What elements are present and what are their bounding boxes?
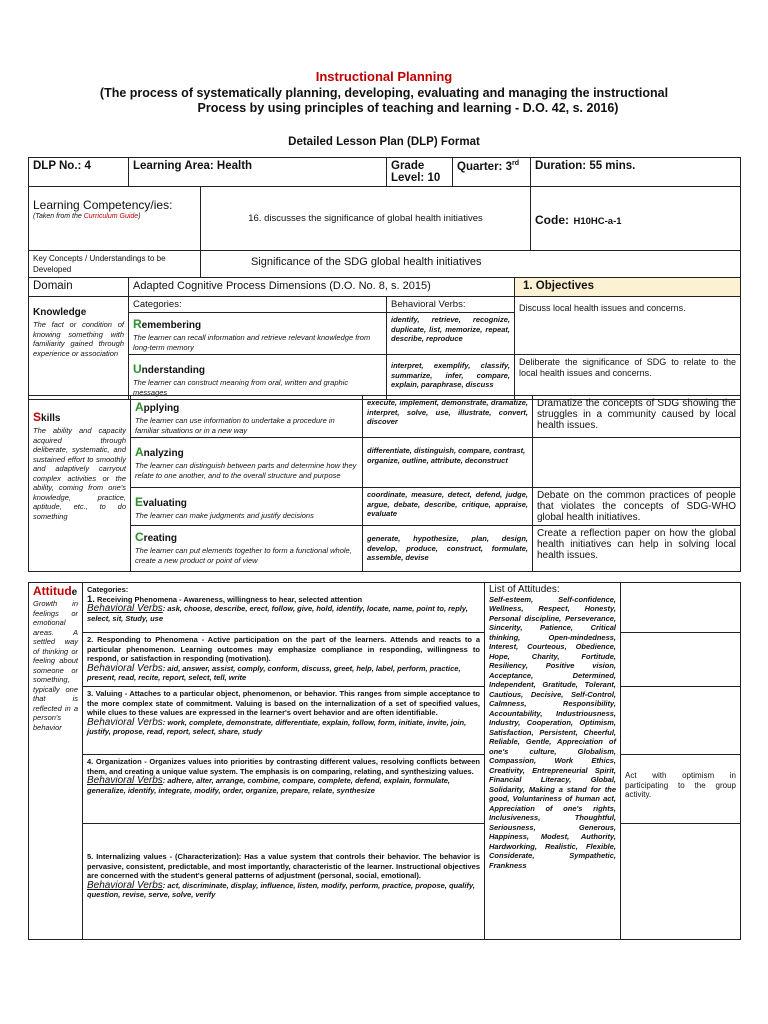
attitudes-list: List of Attitudes: Self-esteem, Self-confidence, Wellness, Respect, Honesty, Personal discipline, Perseverance, Sincerity, Patience, Critical thinking, Open-mindedness, Interest, Courteous, Obedience, Hope, Charity, Fortitude, Resiliency, Positive vision, Acceptance, Determined, Independent, Gratitude, Tolerant, Cautious, Decisive, Self-Control, Calmness, Responsibility, Accountability, Industriousness, Industry, Cooperation, Optimism, Satisfaction, Persistent, Cheerful, Reliable, Gentle, Appreciation of one's culture, Globalism, Compassion, Work Ethics, Creativity, Entrepreneurial Spirit, Financial Literacy, Global, Solidarity, Making a stand for the good, Voluntariness of human act, Appreciation of one's rights, Inclusiveness, Thoughtful, Seriousness, Generous, Happiness, Modest, Authority, Hardworking, Realistic, Flexible, Considerate, Sympathetic, Frankness <box>485 583 621 940</box>
objective-k1: Discuss local health issues and concerns. <box>515 297 741 355</box>
skills-table <box>28 395 741 572</box>
objective-s4: Create a reflection paper on how the global health initiatives can help in solving local health issues. <box>533 526 741 572</box>
objectives-header: 1. Objectives <box>515 278 741 297</box>
attitude-cat-4: 4. Organization - Organizes values into priorities by contrasting different values, resolving conflicts between them, and creating a unique value system. The emphasis is on comparing, relating, and synthesizing values. Behavioral Verbs: adhere, alter, arrange, combine, compare, complete, defend, explain, formulate, generalize, identify, integrate, modify, order, organize, prepare, relate, synthesize <box>83 755 485 824</box>
competency-label-cell <box>29 187 201 251</box>
categories-header: Categories: <box>129 297 387 313</box>
duration: Duration: 55 mins. <box>531 158 741 187</box>
competency-note: (Taken from the Curriculum Guide) <box>33 213 141 220</box>
verbs-remembering: identify, retrieve, recognize, duplicate, list, memorize, repeat, describe, reproduce <box>387 313 515 355</box>
objective-s2 <box>533 438 741 488</box>
attitude-cat-1: Categories: 1. Receiving Phenomena - Awareness, willingness to hear, selected attention Behavioral Verbs: ask, choose, describe, erect, follow, give, hold, identify, locate, name, point to, reply, select, sit, Study, use <box>83 583 485 633</box>
quarter: Quarter: 3rd <box>453 158 531 187</box>
learning-area: Learning Area: Health <box>129 158 387 187</box>
attitude-cat-5: 5. Internalizing values - (Characterization): Has a value system that controls their behavior. The behavior is pervasive, consistent, predictable, and most importantly, characteristic of the learner. Instructional objectives are concerned with the student's general patterns of adjustment (personal, social, emotional). Behavioral Verbs: act, discriminate, display, influence, listen, modify, perform, practice, propose, qualify, question, revise, serve, solve, verify <box>83 824 485 940</box>
code-cell: Code: H10HC-a-1 <box>531 187 741 251</box>
attitude-cat-3: 3. Valuing - Attaches to a particular object, phenomenon, or behavior. This ranges from simple acceptance to the more complex state of commitment. Valuing is based on the internalization of a set of specified values, while clues to these values are expressed in the learner's overt behavior and are often identifiable. Behavioral Verbs: work, complete, demonstrate, differentiate, explain, follow, form, initiate, invite, join, justify, propose, read, report, select, share, study <box>83 687 485 755</box>
verbs-analyzing: differentiate, distinguish, compare, contrast, organize, outline, attribute, deconstruct <box>363 438 533 488</box>
level-understanding: Understanding The learner can construct meaning from oral, written and graphic messages <box>129 355 387 400</box>
level-applying: Applying The learner can use information to undertake a procedure in familiar situations or in a new way <box>131 396 363 438</box>
key-concepts-text: Significance of the SDG global health initiatives <box>201 251 741 278</box>
attitude-objective-3 <box>621 687 741 755</box>
attitude-objective-1 <box>621 583 741 633</box>
grade-level: Grade Level: 10 <box>387 158 453 187</box>
format-title: Detailed Lesson Plan (DLP) Format <box>288 136 480 148</box>
objective-s3: Debate on the common practices of people that violates the concepts of SDG-WHO global health initiatives. <box>533 488 741 526</box>
level-evaluating: Evaluating The learner can make judgments and justify decisions <box>131 488 363 526</box>
verbs-applying: execute, implement, demonstrate, dramatize, interpret, solve, use, illustrate, convert, discover <box>363 396 533 438</box>
page-title: Instructional Planning <box>315 69 453 84</box>
level-analyzing: Analyzing The learner can distinguish between parts and determine how they relate to one another, and to the overall structure and purpose <box>131 438 363 488</box>
attitude-objective: Act with optimism in participating to the group activity. <box>621 755 741 824</box>
verbs-understanding: interpret, exemplify, classify, summarize, infer, compare, explain, paraphrase, discuss <box>387 355 515 400</box>
verbs-evaluating: coordinate, measure, detect, defend, judge, argue, debate, describe, critique, appraise, evaluate <box>363 488 533 526</box>
subtitle-line-2: Process by using principles of teaching and learning - D.O. 42, s. 2016) <box>197 101 619 115</box>
competency-label: Learning Competency/ies: <box>33 198 173 212</box>
domain-header: Domain <box>29 278 129 297</box>
subtitle-line-1: (The process of systematically planning, developing, evaluating and managing the instructional <box>99 86 669 100</box>
attitude-objective-2 <box>621 633 741 687</box>
attitude-cat-2: 2. Responding to Phenomena - Active participation on the part of the learners. Attends and reacts to a particular phenomenon. Learning outcomes may emphasize compliance in responding, willingness to respond, or satisfaction in responding (motivation). Behavioral Verbs: aid, answer, assist, comply, conform, discuss, greet, help, label, perform, practice, present, read, recite, report, select, tell, write <box>83 633 485 687</box>
dlp-main-table <box>28 157 741 400</box>
attitude-objective-5 <box>621 824 741 940</box>
verbs-creating: generate, hypothesize, plan, design, develop, produce, construct, formulate, assemble, devise <box>363 526 533 572</box>
knowledge-domain: Knowledge The fact or condition of knowing something with familiarity gained through experience or association <box>29 297 129 400</box>
dlp-no: DLP No.: 4 <box>29 158 129 187</box>
verbs-header: Behavioral Verbs: <box>387 297 515 313</box>
level-remembering: Remembering The learner can recall information and retrieve relevant knowledge from long-term memory <box>129 313 387 355</box>
objective-s1: Dramatize the concepts of SDG showing the struggles in a community caused by local health issues. <box>533 396 741 438</box>
level-creating: Creating The learner can put elements together to form a functional whole, create a new product or point of view <box>131 526 363 572</box>
objective-k2: Deliberate the significance of SDG to relate to the local health issues and concerns. <box>515 355 741 400</box>
dimensions-header: Adapted Cognitive Process Dimensions (D.O. No. 8, s. 2015) <box>129 278 515 297</box>
attitude-table <box>28 582 741 940</box>
competency-text: 16. discusses the significance of global health initiatives <box>201 187 531 251</box>
attitude-domain: Attitude Growth in feelings or emotional areas. A settled way of thinking or feeling about someone or something, typically one that is reflected in a person's behavior <box>29 583 83 940</box>
key-concepts-label: Key Concepts / Understandings to be Developed <box>29 251 201 278</box>
skills-domain: Skills The ability and capacity acquired through deliberate, systematic, and sustained effort to smoothly and adaptively carryout complex activities or the ability, coming from one's knowledge, practice, aptitude, etc., to do something <box>29 396 131 572</box>
